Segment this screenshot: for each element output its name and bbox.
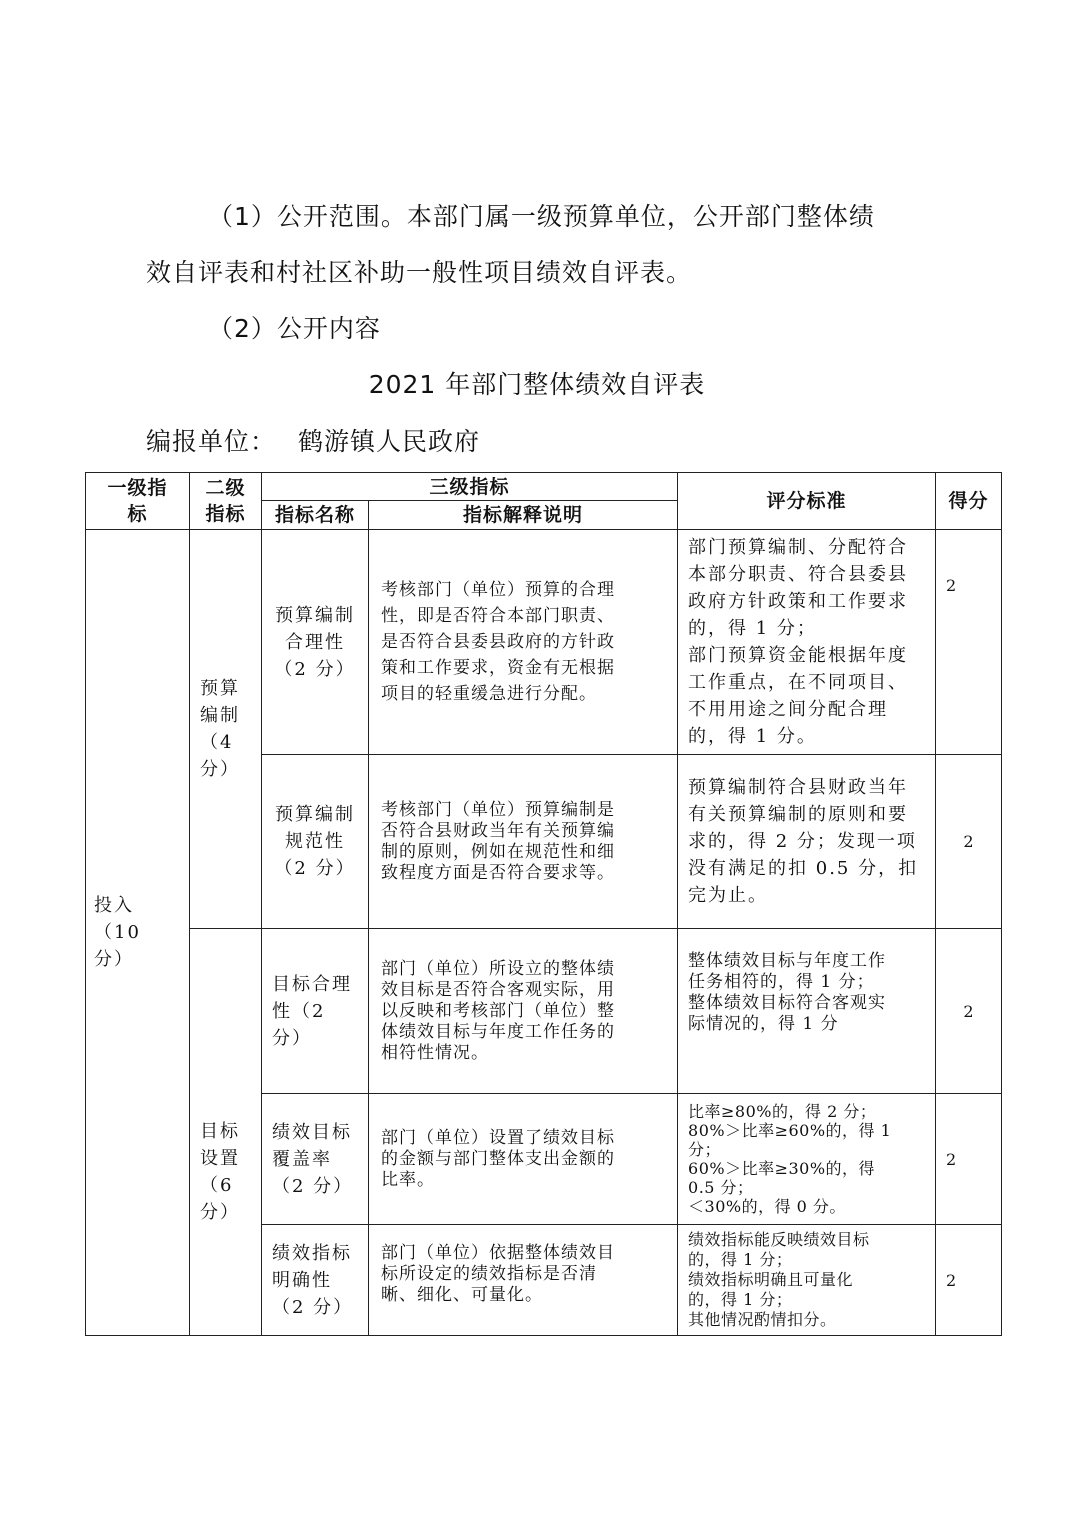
scoring-criteria: 预算编制符合县财政当年 有关预算编制的原则和要 求的，得 2 分；发现一项 没有满足的扣 0.5 分，扣 完为止。	[678, 755, 936, 929]
reporting-unit	[146, 426, 480, 458]
indicator-description: 考核部门（单位）预算编制是 否符合县财政当年有关预算编 制的原则，例如在规范性和细 致程度方面是否符合要求等。	[369, 755, 678, 929]
header-level1: 一级指 标	[86, 473, 190, 530]
score-value: 2	[936, 1094, 1002, 1225]
indicator-name: 绩效指标 明确性 （2 分）	[262, 1225, 369, 1336]
indicator-name: 预算编制 合理性 （2 分）	[262, 530, 369, 755]
scoring-criteria: 部门预算编制、分配符合 本部分职责、符合县委县 政府方针政策和工作要求 的，得 1 分； 部门预算资金能根据年度 工作重点，在不同项目、 不用用途之间分配合理 的，得 1 分。	[678, 530, 936, 755]
indicator-name: 绩效目标 覆盖率 （2 分）	[262, 1094, 369, 1225]
reporting-unit-value: 鹤游镇人民政府	[298, 427, 481, 456]
score-value: 2	[936, 929, 1002, 1094]
header-score: 得分	[936, 473, 1002, 530]
table-title: 2021 年部门整体绩效自评表	[368, 370, 706, 399]
header-row	[86, 473, 1002, 501]
scoring-criteria: 绩效指标能反映绩效目标 的，得 1 分； 绩效指标明确且可量化 的，得 1 分； 其他情况酌情扣分。	[678, 1225, 936, 1336]
header-level3: 三级指标	[262, 473, 678, 501]
indicator-description: 部门（单位）所设立的整体绩 效目标是否符合客观实际，用 以反映和考核部门（单位）整 体绩效目标与年度工作任务的 相符性情况。	[369, 929, 678, 1094]
table-row	[86, 530, 1002, 755]
reporting-unit-label: 编报单位：	[146, 427, 277, 456]
evaluation-table	[85, 472, 1002, 1336]
level1-category: 投入 （10 分）	[86, 530, 190, 1336]
indicator-name: 目标合理 性（2 分）	[262, 929, 369, 1094]
level2-category: 目标 设置 （6 分）	[190, 929, 262, 1336]
indicator-description: 部门（单位）设置了绩效目标 的金额与部门整体支出金额的 比率。	[369, 1094, 678, 1225]
paragraph-content: （2）公开内容	[208, 314, 381, 343]
header-level3-name: 指标名称	[262, 501, 369, 530]
header-level3-desc: 指标解释说明	[369, 501, 678, 530]
header-level2: 二级 指标	[190, 473, 262, 530]
paragraph-scope-line2: 效自评表和村社区补助一般性项目绩效自评表。	[146, 258, 693, 287]
indicator-name: 预算编制 规范性 （2 分）	[262, 755, 369, 929]
paragraph-scope-line1: （1）公开范围。本部门属一级预算单位，公开部门整体绩	[208, 202, 875, 231]
score-value: 2	[936, 755, 1002, 929]
level2-category: 预算 编制 （4 分）	[190, 530, 262, 929]
table-row	[86, 929, 1002, 1094]
scoring-criteria: 整体绩效目标与年度工作 任务相符的，得 1 分； 整体绩效目标符合客观实 际情况的，得 1 分	[678, 929, 936, 1094]
indicator-description: 部门（单位）依据整体绩效目 标所设定的绩效指标是否清 晰、细化、可量化。	[369, 1225, 678, 1336]
indicator-description: 考核部门（单位）预算的合理 性，即是否符合本部门职责、 是否符合县委县政府的方针政 策和工作要求，资金有无根据 项目的轻重缓急进行分配。	[369, 530, 678, 755]
scoring-criteria: 比率≥80%的，得 2 分； 80%＞比率≥60%的，得 1 分； 60%＞比率≥30%的，得 0.5 分； ＜30%的，得 0 分。	[678, 1094, 936, 1225]
score-value: 2	[936, 1225, 1002, 1336]
score-value: 2	[936, 530, 1002, 755]
header-criteria: 评分标准	[678, 473, 936, 530]
